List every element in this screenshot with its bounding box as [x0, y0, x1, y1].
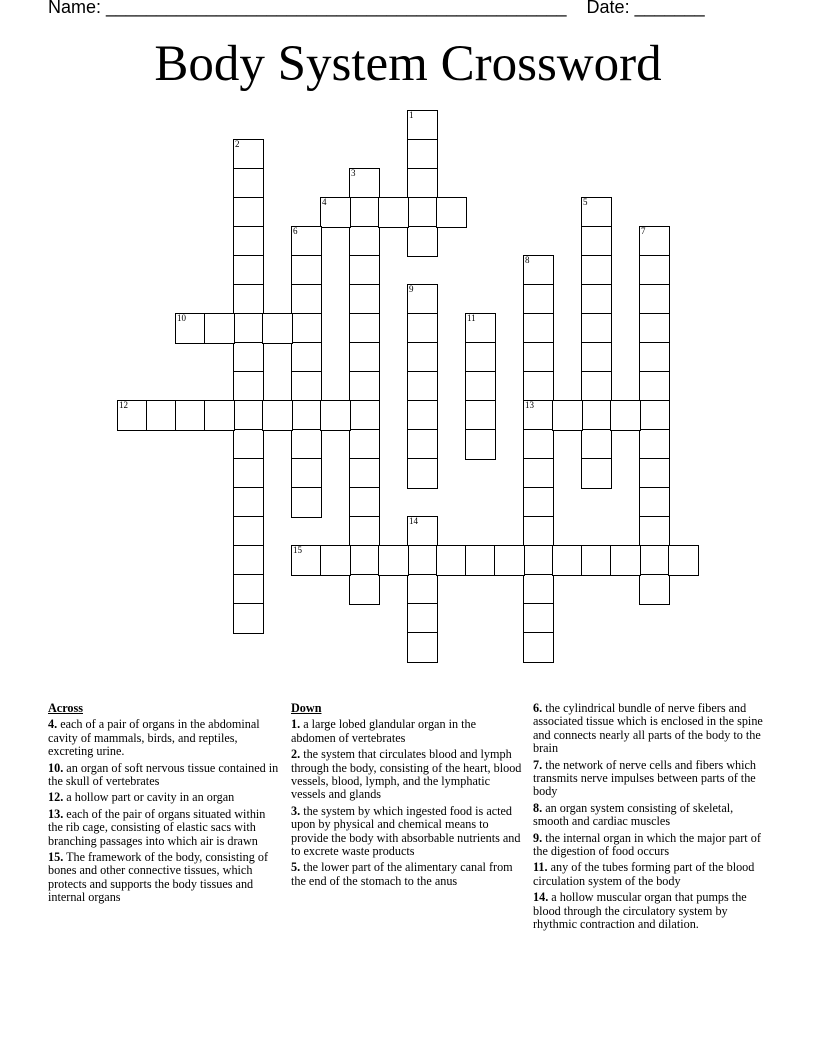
down-clue-6: 6. the cylindrical bundle of nerve fibers and associated tissue which is enclosed in the spine and connects nearly all parts of the body to the brain — [533, 701, 763, 756]
clue-number: 15 — [293, 545, 302, 555]
grid-cell[interactable] — [175, 313, 206, 344]
clue-number: 3 — [351, 168, 356, 178]
grid-cell[interactable] — [349, 574, 380, 605]
grid-cell[interactable] — [581, 429, 612, 460]
grid-cell[interactable] — [349, 429, 380, 460]
clue-number: 8 — [525, 255, 530, 265]
clue-number: 1 — [409, 110, 414, 120]
grid-cell[interactable] — [639, 458, 670, 489]
grid-cell[interactable] — [233, 197, 264, 228]
grid-cell[interactable] — [291, 458, 322, 489]
grid-cell[interactable] — [349, 545, 380, 576]
grid-cell[interactable] — [639, 284, 670, 315]
grid-cell[interactable] — [407, 284, 438, 315]
down-clues-col1 — [291, 702, 523, 891]
grid-cell[interactable] — [407, 226, 438, 257]
grid-cell[interactable] — [378, 545, 409, 576]
grid-cell[interactable] — [349, 226, 380, 257]
across-clue-15: 15. The framework of the body, consisting of bones and other connective tissues, which protects and supports the body tissues and internal organs — [48, 850, 269, 905]
grid-cell[interactable] — [204, 313, 235, 344]
page-title: Body System Crossword — [154, 36, 662, 92]
grid-cell[interactable] — [436, 545, 467, 576]
grid-cell[interactable] — [523, 429, 554, 460]
clue-number: 7 — [641, 226, 646, 236]
grid-cell[interactable] — [407, 371, 438, 402]
grid-cell[interactable] — [262, 400, 293, 431]
grid-cell[interactable] — [523, 603, 554, 634]
grid-cell[interactable] — [233, 516, 264, 547]
down-heading: Down — [291, 701, 322, 715]
grid-cell[interactable] — [291, 342, 322, 373]
grid-cell[interactable] — [407, 139, 438, 170]
grid-cell[interactable] — [233, 342, 264, 373]
grid-cell[interactable] — [349, 487, 380, 518]
grid-cell[interactable] — [349, 255, 380, 286]
grid-cell[interactable] — [349, 197, 380, 228]
grid-cell[interactable] — [465, 371, 496, 402]
clue-number: 10 — [177, 313, 186, 323]
grid-cell[interactable] — [291, 255, 322, 286]
grid-cell[interactable] — [465, 313, 496, 344]
grid-cell[interactable] — [349, 284, 380, 315]
grid-cell[interactable] — [349, 458, 380, 489]
grid-cell[interactable] — [639, 371, 670, 402]
grid-cell[interactable] — [349, 313, 380, 344]
clue-number: 5 — [583, 197, 588, 207]
grid-cell[interactable] — [639, 313, 670, 344]
down-clue-7: 7. the network of nerve cells and fibers which transmits nerve impulses between parts of the body — [533, 757, 757, 799]
grid-cell[interactable] — [407, 168, 438, 199]
grid-cell[interactable] — [233, 574, 264, 605]
grid-cell[interactable] — [407, 110, 438, 141]
clue-number: 14 — [409, 516, 418, 526]
grid-cell[interactable] — [291, 313, 322, 344]
grid-cell[interactable] — [233, 313, 264, 344]
down-clues-col2 — [533, 702, 767, 935]
grid-cell[interactable] — [233, 429, 264, 460]
grid-cell[interactable] — [552, 400, 583, 431]
grid-cell[interactable] — [407, 313, 438, 344]
grid-cell[interactable] — [407, 429, 438, 460]
across-clue-12: 12. a hollow part or cavity in an organ — [48, 790, 235, 805]
grid-cell[interactable] — [233, 458, 264, 489]
clue-number: 13 — [525, 400, 534, 410]
down-clue-8: 8. an organ system consisting of skeletal, smooth and cardiac muscles — [533, 800, 734, 829]
grid-cell[interactable] — [407, 400, 438, 431]
grid-cell[interactable] — [407, 603, 438, 634]
grid-cell[interactable] — [291, 400, 322, 431]
grid-cell[interactable] — [639, 342, 670, 373]
grid-cell[interactable] — [639, 516, 670, 547]
grid-cell[interactable] — [146, 400, 177, 431]
grid-cell[interactable] — [465, 429, 496, 460]
grid-cell[interactable] — [233, 487, 264, 518]
grid-cell[interactable] — [349, 371, 380, 402]
grid-cell[interactable] — [465, 342, 496, 373]
grid-cell[interactable] — [349, 168, 380, 199]
clue-number: 2 — [235, 139, 240, 149]
grid-cell[interactable] — [175, 400, 206, 431]
grid-cell[interactable] — [233, 168, 264, 199]
grid-cell[interactable] — [639, 226, 670, 257]
grid-cell[interactable] — [639, 487, 670, 518]
across-clue-13: 13. each of the pair of organs situated within the rib cage, consisting of elastic sacs with branching passages into which air is drawn — [48, 806, 266, 848]
grid-cell[interactable] — [291, 487, 322, 518]
grid-cell[interactable] — [291, 284, 322, 315]
down-clue-11: 11. any of the tubes forming part of the blood circulation system of the body — [533, 860, 755, 888]
grid-cell[interactable] — [523, 545, 554, 576]
grid-cell[interactable] — [291, 371, 322, 402]
grid-cell[interactable] — [523, 284, 554, 315]
grid-cell[interactable] — [523, 487, 554, 518]
grid-cell[interactable] — [407, 342, 438, 373]
grid-cell[interactable] — [639, 429, 670, 460]
grid-cell[interactable] — [349, 342, 380, 373]
grid-cell[interactable] — [233, 226, 264, 257]
down-clue-3: 3. the system by which ingested food is acted upon by physical and chemical means to provide the body with absorbable nutrients and to excrete waste products — [291, 803, 521, 859]
grid-cell[interactable] — [639, 574, 670, 605]
down-clue-5: 5. the lower part of the alimentary canal from the end of the stomach to the anus — [291, 860, 513, 888]
grid-cell[interactable] — [320, 400, 351, 431]
name-label: Name: — [48, 0, 107, 17]
grid-cell[interactable] — [117, 400, 148, 431]
grid-cell[interactable] — [581, 284, 612, 315]
grid-cell[interactable] — [581, 342, 612, 373]
clue-number: 12 — [119, 400, 128, 410]
grid-cell[interactable] — [581, 197, 612, 228]
grid-cell[interactable] — [639, 400, 670, 431]
grid-cell[interactable] — [407, 516, 438, 547]
grid-cell[interactable] — [436, 197, 467, 228]
across-clue-10: 10. an organ of soft nervous tissue contained in the skull of vertebrates — [48, 760, 279, 789]
grid-cell[interactable] — [581, 400, 612, 431]
grid-cell[interactable] — [407, 632, 438, 663]
grid-cell[interactable] — [610, 545, 641, 576]
down-clue-14: 14. a hollow muscular organ that pumps the blood through the circulatory system by rhythmic contraction and dilation. — [533, 890, 747, 932]
grid-cell[interactable] — [639, 255, 670, 286]
date-blank[interactable]: _______ — [634, 0, 705, 17]
grid-cell[interactable] — [320, 545, 351, 576]
grid-cell[interactable] — [407, 545, 438, 576]
grid-cell[interactable] — [233, 400, 264, 431]
name-blank[interactable]: ______________________________________________ — [106, 0, 567, 17]
grid-cell[interactable] — [262, 313, 293, 344]
grid-cell[interactable] — [233, 139, 264, 170]
across-clues — [48, 702, 280, 908]
grid-cell[interactable] — [668, 545, 699, 576]
grid-cell[interactable] — [581, 226, 612, 257]
grid-cell[interactable] — [291, 545, 322, 576]
grid-cell[interactable] — [465, 545, 496, 576]
down-clue-1: 1. a large lobed glandular organ in the abdomen of vertebrates — [291, 717, 477, 745]
grid-cell[interactable] — [523, 255, 554, 286]
date-label: Date: — [586, 0, 635, 17]
grid-cell[interactable] — [349, 400, 380, 431]
grid-cell[interactable] — [291, 429, 322, 460]
grid-cell[interactable] — [233, 545, 264, 576]
clue-number: 4 — [322, 197, 327, 207]
grid-cell[interactable] — [581, 545, 612, 576]
grid-cell[interactable] — [407, 574, 438, 605]
down-clue-2: 2. the system that circulates blood and lymph through the body, consisting of the heart, blood vessels, blood, lymph, and the lymphatic vessels and glands — [291, 747, 522, 802]
grid-cell[interactable] — [465, 400, 496, 431]
grid-cell[interactable] — [204, 400, 235, 431]
grid-cell[interactable] — [581, 371, 612, 402]
across-heading: Across — [48, 701, 83, 715]
grid-cell[interactable] — [523, 400, 554, 431]
grid-cell[interactable] — [291, 226, 322, 257]
grid-cell[interactable] — [523, 313, 554, 344]
grid-cell[interactable] — [523, 516, 554, 547]
down-clue-9: 9. the internal organ in which the major part of the digestion of food occurs — [533, 830, 761, 859]
grid-cell[interactable] — [233, 284, 264, 315]
grid-cell[interactable] — [320, 197, 351, 228]
clue-number: 9 — [409, 284, 414, 294]
grid-cell[interactable] — [349, 516, 380, 547]
grid-cell[interactable] — [523, 632, 554, 663]
grid-cell[interactable] — [523, 342, 554, 373]
grid-cell[interactable] — [581, 255, 612, 286]
across-clue-4: 4. each of a pair of organs in the abdominal cavity of mammals, birds, and reptiles, excreting urine. — [48, 717, 260, 759]
grid-cell[interactable] — [581, 458, 612, 489]
grid-cell[interactable] — [407, 197, 438, 228]
grid-cell[interactable] — [639, 545, 670, 576]
grid-cell[interactable] — [523, 574, 554, 605]
grid-cell[interactable] — [494, 545, 525, 576]
clue-number: 11 — [467, 313, 476, 323]
grid-cell[interactable] — [523, 458, 554, 489]
grid-cell[interactable] — [233, 255, 264, 286]
grid-cell[interactable] — [523, 371, 554, 402]
grid-cell[interactable] — [407, 458, 438, 489]
clue-number: 6 — [293, 226, 298, 236]
grid-cell[interactable] — [610, 400, 641, 431]
grid-cell[interactable] — [233, 603, 264, 634]
grid-cell[interactable] — [233, 371, 264, 402]
grid-cell[interactable] — [378, 197, 409, 228]
grid-cell[interactable] — [581, 313, 612, 344]
grid-cell[interactable] — [552, 545, 583, 576]
